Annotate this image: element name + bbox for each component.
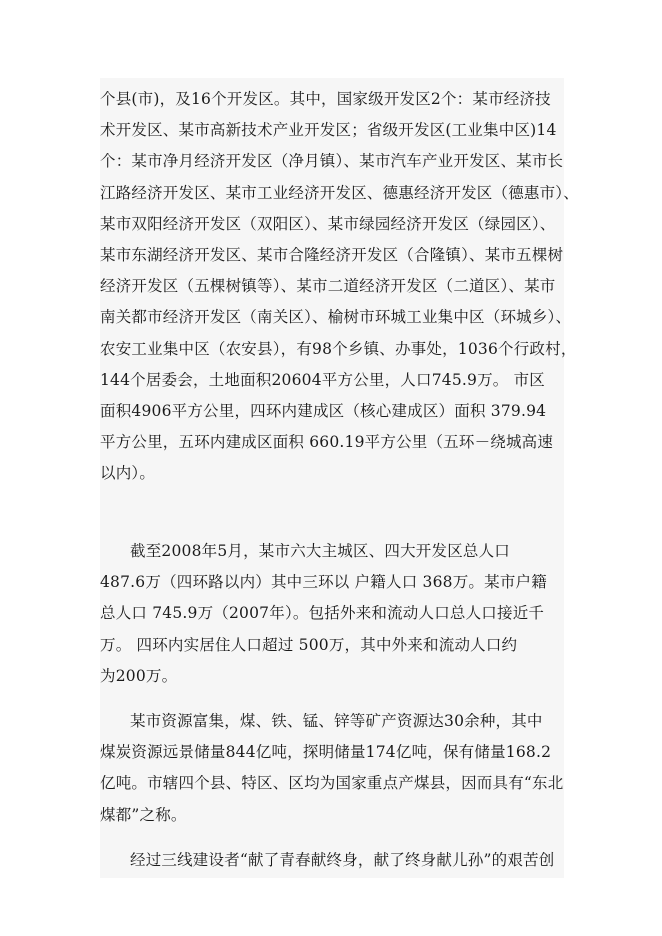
paragraph-1	[100, 84, 579, 489]
text-line: 经济开发区（五棵树镇等）、某市二道经济开发区（二道区）、某市	[100, 277, 556, 296]
text-line: 个县(市)，及16个开发区。其中，国家级开发区2个：某市经济技	[100, 90, 551, 108]
text-line: 煤炭资源远景储量844亿吨，探明储量174亿吨，保有储量168.2	[100, 743, 552, 762]
text-line: 以内）。	[100, 464, 156, 483]
text-line: 个：某市净月经济开发区（净月镇）、某市汽车产业开发区、某市长	[100, 152, 564, 171]
text-line: 亿吨。市辖四个县、特区、区均为国家重点产煤县，因而具有“东北	[100, 774, 564, 793]
text-line: 经过三线建设者“献了青春献终身，献了终身献儿孙”的艰苦创	[130, 851, 555, 869]
text-line: 南关都市经济开发区（南关区）、榆树市环城工业集中区（环城乡）、	[100, 308, 572, 327]
text-line: 术开发区、某市高新技术产业开发区；省级开发区(工业集中区)14	[100, 121, 557, 140]
paragraph-2	[100, 536, 547, 692]
text-line: 144个居委会，土地面积20604平方公里，人口745.9万。 市区	[100, 370, 545, 389]
text-line: 某市东湖经济开发区、某市合隆经济开发区（合隆镇）、某市五棵树	[100, 245, 564, 264]
text-line: 农安工业集中区（农安县），有98个乡镇、办事处，1036个行政村，	[100, 339, 577, 358]
text-line: 万。 四环内实居住人口超过 500万，其中外来和流动人口约	[100, 635, 518, 654]
text-line: 487.6万（四环路以内）其中三环以 户籍人口 368万。某市户籍	[100, 573, 547, 592]
paragraph-3	[100, 706, 563, 831]
text-line: 平方公里，五环内建成区面积 660.19平方公里（五环－绕城高速	[100, 433, 554, 452]
document-page	[100, 78, 579, 878]
text-line: 某市资源富集，煤、铁、锰、锌等矿产资源达30余种，其中	[130, 712, 543, 730]
text-line: 江路经济开发区、某市工业经济开发区、德惠经济开发区（德惠市）、	[100, 183, 579, 202]
text-line: 面积4906平方公里，四环内建成区（核心建成区）面积 379.94	[100, 401, 547, 420]
text-line: 煤都”之称。	[100, 805, 187, 824]
text-line: 截至2008年5月，某市六大主城区、四大开发区总人口	[130, 542, 511, 560]
text-line: 某市双阳经济开发区（双阳区）、某市绿园经济开发区（绿园区）、	[100, 214, 556, 233]
text-line: 为200万。	[100, 666, 178, 685]
text-line: 总人口 745.9万（2007年）。包括外来和流动人口总人口接近千	[100, 604, 545, 623]
paragraph-4	[100, 845, 554, 876]
